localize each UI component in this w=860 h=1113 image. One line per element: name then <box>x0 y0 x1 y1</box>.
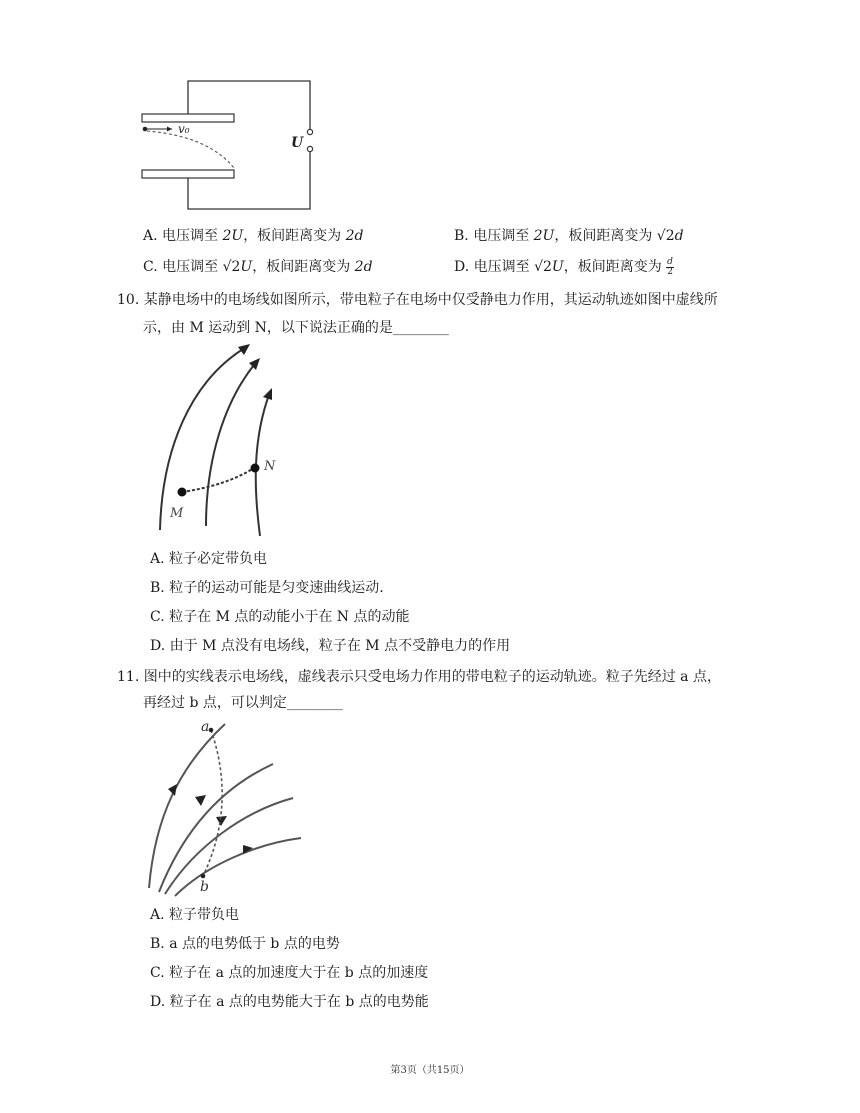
q11-option-d[interactable]: D. 粒子在 a 点的电势能大于在 b 点的电势能 <box>150 994 429 1010</box>
q11-option-a[interactable]: A. 粒子带负电 <box>150 907 240 923</box>
field-lines-figure-q10 <box>150 340 290 540</box>
q9-option-b[interactable]: B. 电压调至 2U，板间距离变为 √2d <box>454 228 684 244</box>
q11-option-b[interactable]: B. a 点的电势低于 b 点的电势 <box>150 936 340 952</box>
q11-stem-line1: 11. 图中的实线表示电场线，虚线表示只受电场力作用的带电粒子的运动轨迹。粒子先经过 a 点， <box>117 669 721 685</box>
q9-option-c[interactable]: C. 电压调至 √2U，板间距离变为 2d <box>143 259 373 275</box>
page-number: 第3页（共15页） <box>390 1065 470 1076</box>
point-n-label: N <box>264 459 276 474</box>
q11-option-c[interactable]: C. 粒子在 a 点的加速度大于在 b 点的加速度 <box>150 965 429 981</box>
point-m-label: M <box>170 506 184 521</box>
q10-option-d[interactable]: D. 由于 M 点没有电场线，粒子在 M 点不受静电力的作用 <box>150 638 511 654</box>
velocity-label: v₀ <box>178 122 190 136</box>
q10-option-a[interactable]: A. 粒子必定带负电 <box>150 551 268 567</box>
q10-option-b[interactable]: B. 粒子的运动可能是匀变速曲线运动. <box>150 580 384 596</box>
q11-stem-line2: 再经过 b 点，可以判定________ <box>143 695 343 711</box>
point-b-label: b <box>200 879 209 895</box>
voltage-label: U <box>291 135 304 151</box>
q10-stem-line2: 示，由 M 运动到 N，以下说法正确的是________ <box>143 320 449 336</box>
point-a-label: a <box>201 719 210 735</box>
point-m-dot <box>178 488 187 497</box>
q9-option-d[interactable]: D. 电压调至 √2U，板间距离变为 $\frac{d}{2}$ <box>454 256 673 277</box>
q9-option-a[interactable]: A. 电压调至 2U，板间距离变为 2d <box>143 228 364 244</box>
field-lines-figure-q11 <box>145 716 305 898</box>
q10-stem-line1: 10. 某静电场中的电场线如图所示，带电粒子在电场中仅受静电力作用，其运动轨迹如图中虚线所 <box>117 292 718 308</box>
q10-option-c[interactable]: C. 粒子在 M 点的动能小于在 N 点的动能 <box>150 609 410 625</box>
capacitor-figure <box>138 76 328 214</box>
point-n-dot <box>251 464 260 473</box>
